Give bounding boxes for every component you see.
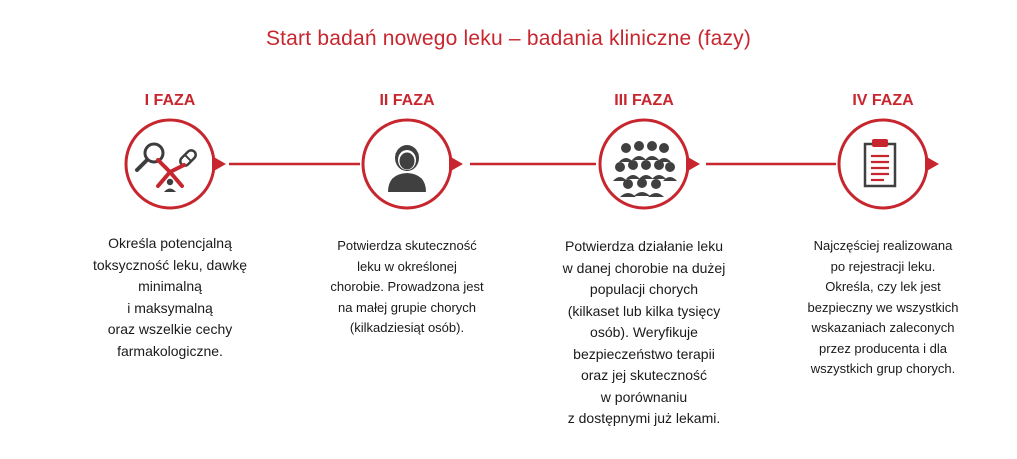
phase-1-description — [50, 233, 290, 362]
phase-3-label: III FAZA — [614, 92, 674, 109]
phase-4-description — [763, 236, 1003, 380]
phase-4-desc-line: Najczęściej realizowana — [813, 238, 953, 253]
phase-2-desc-line: Potwierdza skuteczność — [337, 238, 477, 253]
phase-4-desc-line: po rejestracji leku. — [830, 258, 936, 274]
clipboard-icon — [865, 139, 895, 186]
phase-4-desc-line: wszystkich grup chorych. — [810, 361, 956, 376]
phase-2-label: II FAZA — [379, 92, 435, 109]
phase-2-desc-line: chorobie. Prowadzona jest — [330, 279, 484, 294]
phase-2-node — [363, 120, 463, 208]
phase-3-desc-line: (kilkaset lub kilka tysięcy — [567, 302, 721, 319]
phase-1-label: I FAZA — [144, 92, 196, 109]
phase-3-desc-line: Potwierdza działanie leku — [565, 238, 723, 254]
phase-3-node — [600, 120, 700, 208]
phase-4-label: IV FAZA — [852, 92, 914, 109]
phase-2-desc-line: (kilkadziesiąt osób). — [349, 320, 465, 335]
phase-1-desc-line: toksyczność leku, dawkę — [92, 256, 248, 273]
phase-1-desc-line: i maksymalną — [127, 299, 213, 316]
phase-4-desc-line: wskazaniach zaleconych — [811, 320, 955, 335]
phase-2-description — [287, 236, 527, 339]
phase-3-desc-line: populacji chorych — [589, 281, 699, 297]
phase-4-desc-line: bezpieczny we wszystkich — [807, 299, 959, 315]
phase-3-description — [524, 236, 764, 430]
phase-4-desc-line: przez producenta i dla — [819, 340, 947, 356]
phase-3-desc-line: oraz jej skuteczność — [580, 367, 708, 383]
diagram-title: Start badań nowego leku – badania kliniczne (fazy) — [265, 27, 752, 50]
phase-1-node — [126, 120, 226, 208]
phase-3-desc-line: osób). Weryfikuje — [590, 324, 698, 340]
phase-4-node — [839, 120, 939, 208]
phase-3-desc-line: z dostępnymi już lekami. — [567, 410, 721, 426]
phase-3-desc-line: w danej chorobie na dużej — [562, 259, 726, 276]
phase-3-desc-line: bezpieczeństwo terapii — [573, 345, 715, 362]
phase-4-desc-line: Określa, czy lek jest — [825, 279, 941, 294]
phase-1-desc-line: oraz wszelkie cechy — [107, 321, 233, 337]
phase-2-desc-line: na małej grupie chorych — [337, 299, 477, 315]
phase-2-desc-line: leku w określonej — [357, 258, 457, 274]
phase-3-desc-line: w porównaniu — [600, 388, 688, 405]
phase-1-desc-line: Określa potencjalną — [108, 235, 232, 251]
phase-1-desc-line: minimalną — [138, 278, 202, 294]
phase-1-desc-line: farmakologiczne. — [117, 342, 223, 359]
